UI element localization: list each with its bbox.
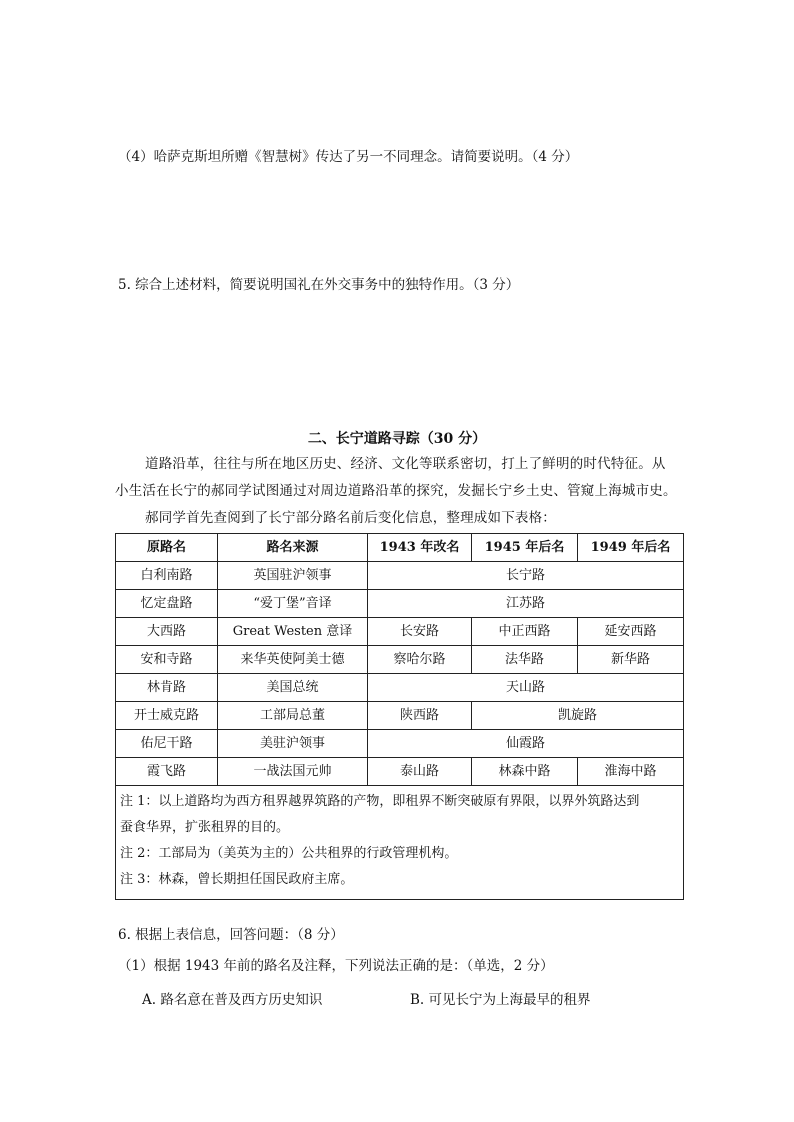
table-row — [116, 730, 684, 758]
table-row — [116, 562, 684, 590]
header-name-source: 路名来源 — [218, 534, 368, 562]
cell-1949: 新华路 — [578, 646, 684, 674]
intro-line-3: 郝同学首先查阅到了长宁部分路名前后变化信息，整理成如下表格： — [145, 510, 556, 526]
cell-source: Great Westen 意译 — [218, 618, 368, 646]
cell-1943: 长安路 — [368, 618, 472, 646]
note-2: 注 2：工部局为（美英为主的）公共租界的行政管理机构。 — [120, 846, 458, 861]
question-5: 5. 综合上述材料，简要说明国礼在外交事务中的独特作用。（3 分） — [118, 277, 520, 293]
table-header-row — [116, 534, 684, 562]
cell-1945: 林森中路 — [472, 758, 578, 786]
road-name-table — [115, 533, 684, 900]
table-row — [116, 674, 684, 702]
cell-original: 忆定盘路 — [116, 590, 218, 618]
table-row — [116, 646, 684, 674]
cell-merged-name: 长宁路 — [368, 562, 684, 590]
cell-source: 美驻沪领事 — [218, 730, 368, 758]
header-original-name: 原路名 — [116, 534, 218, 562]
cell-original: 白利南路 — [116, 562, 218, 590]
cell-1945: 法华路 — [472, 646, 578, 674]
cell-original: 安和寺路 — [116, 646, 218, 674]
header-1943: 1943 年改名 — [368, 534, 472, 562]
cell-1943: 察哈尔路 — [368, 646, 472, 674]
note-3: 注 3：林森，曾长期担任国民政府主席。 — [120, 872, 354, 887]
question-6-sub-1: （1）根据 1943 年前的路名及注释，下列说法正确的是：（单选，2 分） — [118, 958, 554, 974]
cell-original: 大西路 — [116, 618, 218, 646]
table-row — [116, 618, 684, 646]
header-1949: 1949 年后名 — [578, 534, 684, 562]
intro-line-1: 道路沿革，往往与所在地区历史、经济、文化等联系密切，打上了鲜明的时代特征。从 — [145, 456, 666, 472]
note-1-line-2: 蚕食华界，扩张租界的目的。 — [120, 820, 290, 835]
cell-merged-name: 江苏路 — [368, 590, 684, 618]
table-row — [116, 590, 684, 618]
option-b: B. 可见长宁为上海最早的租界 — [410, 992, 591, 1008]
question-6-title: 6. 根据上表信息，回答问题：（8 分） — [118, 927, 344, 943]
cell-source: “爱丁堡”音译 — [218, 590, 368, 618]
table-notes-row — [116, 786, 684, 900]
table-row — [116, 758, 684, 786]
section-title: 二、长宁道路寻踪（30 分） — [307, 431, 487, 447]
cell-1943: 泰山路 — [368, 758, 472, 786]
cell-source: 工部局总董 — [218, 702, 368, 730]
header-1945: 1945 年后名 — [472, 534, 578, 562]
intro-line-2: 小生活在长宁的郝同学试图通过对周边道路沿革的探究，发掘长宁乡土史、管窥上海城市史。 — [115, 483, 677, 499]
cell-1945-1949: 凯旋路 — [472, 702, 684, 730]
note-1-line-1: 注 1：以上道路均为西方租界越界筑路的产物，即租界不断突破原有界限，以界外筑路达到 — [120, 794, 640, 809]
cell-original: 林肯路 — [116, 674, 218, 702]
table-row — [116, 702, 684, 730]
cell-merged-name: 仙霞路 — [368, 730, 684, 758]
cell-1943: 陕西路 — [368, 702, 472, 730]
cell-1949: 延安西路 — [578, 618, 684, 646]
cell-source: 一战法国元帅 — [218, 758, 368, 786]
question-4: （4）哈萨克斯坦所赠《智慧树》传达了另一不同理念。请简要说明。（4 分） — [118, 149, 579, 165]
cell-1949: 淮海中路 — [578, 758, 684, 786]
option-a: A. 路名意在普及西方历史知识 — [142, 992, 323, 1008]
cell-original: 开士威克路 — [116, 702, 218, 730]
cell-source: 美国总统 — [218, 674, 368, 702]
cell-original: 佑尼干路 — [116, 730, 218, 758]
table-notes — [116, 786, 684, 900]
cell-merged-name: 天山路 — [368, 674, 684, 702]
cell-source: 来华英使阿美士德 — [218, 646, 368, 674]
cell-original: 霞飞路 — [116, 758, 218, 786]
cell-1945: 中正西路 — [472, 618, 578, 646]
cell-source: 英国驻沪领事 — [218, 562, 368, 590]
